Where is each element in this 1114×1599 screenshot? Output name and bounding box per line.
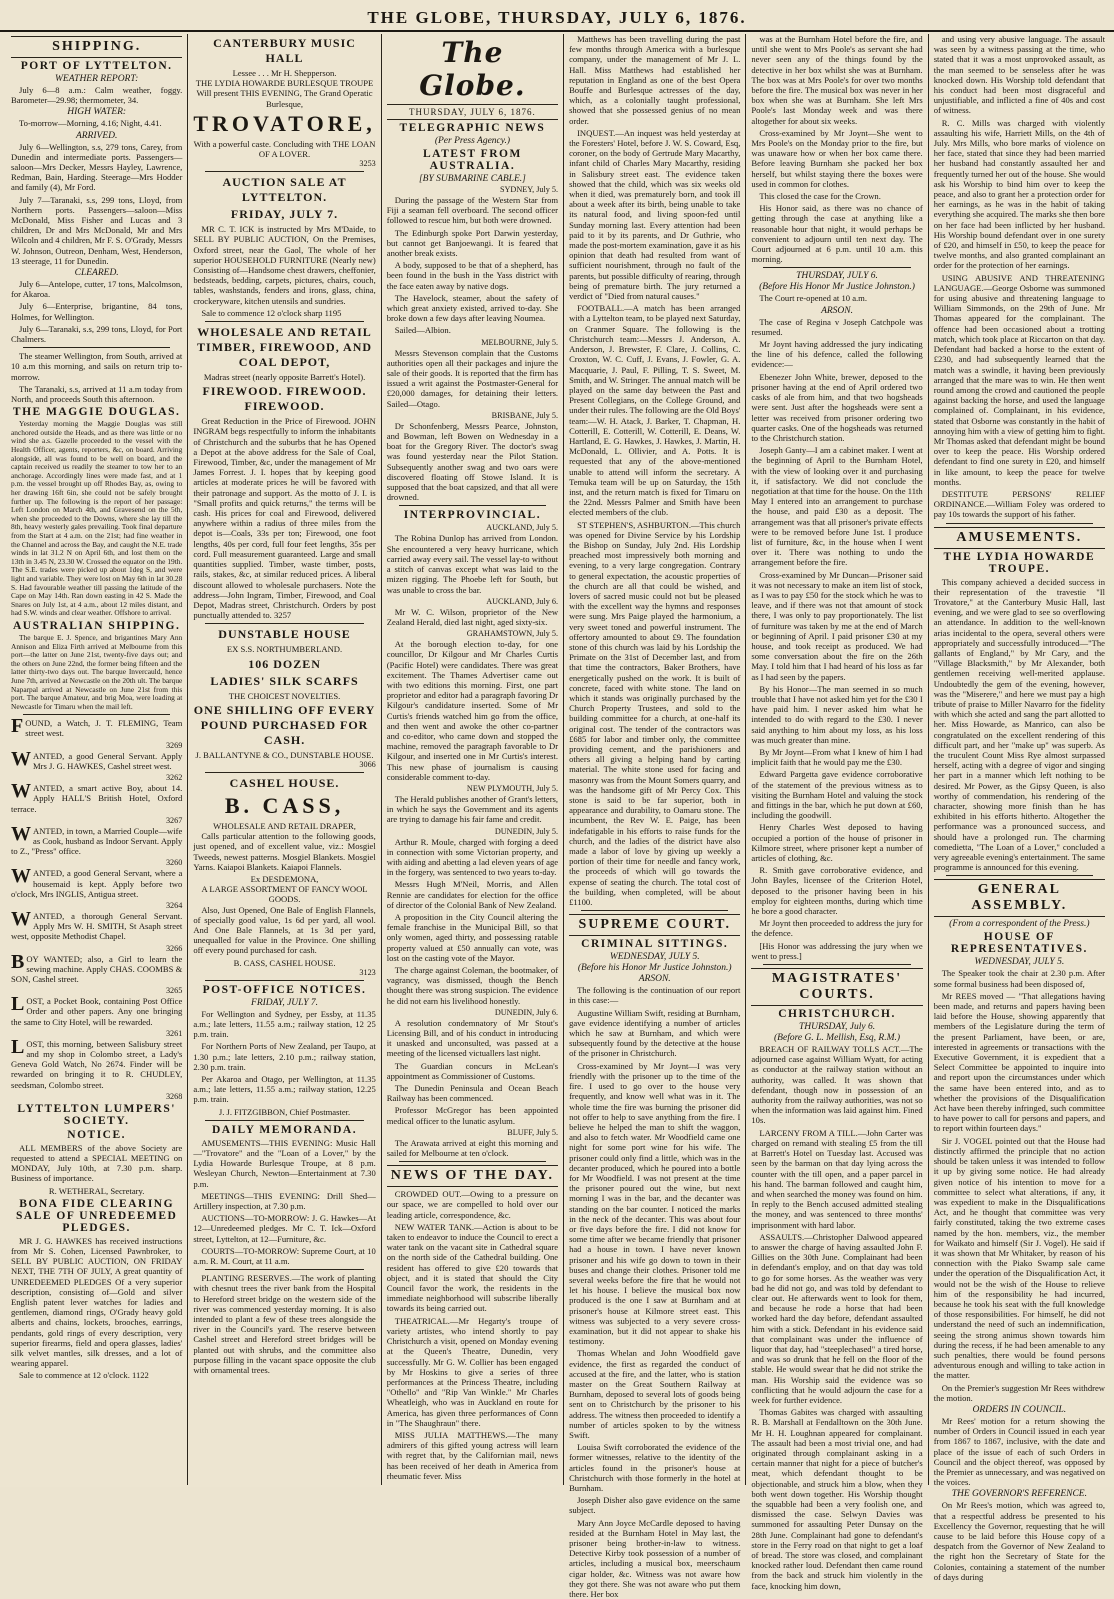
para-text: Sale to commence 12 o'clock sharp 1195 (201, 307, 342, 318)
tiny-text: The barque E. J. Spence, and brigantines Mary Ann Annison and Eliza Firth arrived at Melbourne from this port—the latter on June 21st, twenty-five days out; and the others on June 22nd, the former being fifteen and the latter thirty-two days out. The barque Invercauld, hence June 7th, arrived at Newcastle on the 20th ult. The barque Naparpal arrived at Newcastle on June 21st from this port. The barque Amateur, and brig Moa, were loading at Newcastle for Timaru when the mail left. (11, 632, 183, 711)
adline-text: Madras street (nearly opposite Barrett's Hotel). (203, 372, 366, 383)
para-text: MR J. G. HAWKES has received instructions from Mr S. Cohen, Licensed Pawnbroker, to SELL BY PUBLIC AUCTION, ON FRIDAY NEXT, THE 7TH OF JULY, A great quantity of UNREDEEMED PLEDGES Of a very superior description, consisting of—Gold and silver English patent lever watches for ladies and gentlemen, diamond rings, O'Grady heavy gold alberts and chains, lockets, brooches, earrings, pendants, gold rings of every description, very superior firearms, field and opera glasses, ladies' silk velvet mantles, silk dresses, and a lot of wearing apparel. (11, 1235, 183, 1369)
para-text: COURTS—TO-MORROW: Supreme Court, at 10 a.m. R. M. Court, at 11 a.m. (193, 1245, 376, 1267)
para-text: During the passage of the Western Star from Fiji a seaman fell overboard. The second officer followed to rescue him, but both were drowned. (386, 195, 559, 226)
column-rule (205, 772, 363, 773)
para-text: Mr W. C. Wilson, proprietor of the New Zealand Herald, died last night, aged sixty-six. (386, 606, 559, 627)
adnum-text: AUCKLAND, July 6. (486, 596, 559, 606)
column-rule (205, 321, 363, 322)
column-5 (745, 34, 927, 1591)
adline-text: A LARGE ASSORTMENT OF FANCY WOOL GOODS. (201, 884, 368, 905)
subhead-text: CLEARED. (74, 268, 119, 279)
para-text: Messrs Stevenson complain that the Customs authorities open all their packages and injure the sale of their goods. It is reported that the firm has issued a writ against the Postmaster-General for £20,000 damages, for detaining their letters. Sailed—Otago. (386, 347, 559, 409)
adnum-text: SYDNEY, July 5. (499, 185, 559, 194)
heading-text: CHRISTCHURCH. (778, 1008, 896, 1021)
adline-text: EX S.S. NORTHUMBERLAND. (226, 644, 343, 655)
ad-number: 3262 (165, 773, 183, 783)
ad-text: BOY WANTED; also, a Girl to learn the sewing machine. Apply CHAS. COOMBS & SON, Cashel street. (11, 950, 183, 984)
ad-number: 3266 (165, 943, 183, 953)
column-rule (581, 910, 728, 911)
column-rule (399, 505, 546, 506)
ad-text: WANTED, a good General Servant. Apply Mrs J. G. HAWKES, Cashel street west. (11, 747, 183, 771)
tiny-text: Yesterday morning the Maggie Douglas was still anchored outside the Heads, and as there was little or no wind she a.s. Gazelle proceeded to the vessel with the Health Officer, agents, reporters, &c, on board. Arriving alongside, all was found to be well on board, and the captain received us readily the steamer to tow her to an anchorage. Accordingly lines were made fast, and at 1 p.m. the vessel brought up off Rhodes Bay, as, owing to her drawing 16ft 6in, she could not be safely brought further up. The following is the report of her passage: Left London on March 4th, and Gravesend on the 5th, when she proceeded to the Downs, where she lay till the 8th, heavy westerly gales prevailing. Took final departure from the Start at 4 a.m. on the 21st; had fine weather in the Channel and across the Bay, and caught the N.E. trade winds in lat 31.2 N on April 6th, and lost them on the 13th in 3.45 N, 23.30 W. Crossed the equator on the 19th. The S.E. trades were picked up about 1deg S, and were light and variable. They were lost on May 6th in lat 30.28 S. Had favourable weather till passing the latitude of the Cape on May 14th. Ran down easting in 42 S. Made the Snares on July 1st, at 4 a.m., about 12 miles distant, and had S.W. winds and clear weather. Offshore to arrival. (11, 419, 183, 618)
para-text: Cross-examined by Mr Joynt—She went to Mrs Poole's on the Monday prior to the fire, but was unaware how or when her box came there. Before leaving Burnham she packed her box herself, but whilst staying there the boxes were used in common for clothes. (751, 127, 923, 189)
para-text: AMUSEMENTS—THIS EVENING: Music Hall—"Trovatore" and the "Loan of a Lover," by the Lydia Howarde Burlesque Troupe, at 8 p.m. Wesleyan Church, Newton—Entertainment at 7.30 p.m. (193, 1137, 376, 1189)
ad-number: 3264 (165, 900, 183, 910)
subhead-text: WEATHER REPORT: (55, 74, 139, 84)
para-text: The Edinburgh spoke Port Darwin yesterday, but cannot get Banjoewangi. It is feared that another break exists. (386, 227, 559, 259)
heading-text: TELEGRAPHIC NEWS (399, 122, 546, 134)
para-text: Calls particular attention to the following goods, just opened, and of excellent value, viz.: Mosgiel Tweeds, newest patterns. Mosgiel Blankets. Mosgiel Yarns. Kaiapoi Blankets. Kaiapoi Flannels. (193, 831, 376, 872)
para-text: Henry Charles West deposed to having occupied a portion of the house of prisoner in Kilmore street, where prisoner kept a number of articles of clothing, &c. (751, 822, 923, 864)
para-text: Edward Pargetta gave evidence corroborative of the statement of the previous witness as to visiting the Burnham Hotel and valuing the stock and fittings in the bar, which he put down at £60, including the goodwill. (751, 769, 923, 821)
para-text: Mr Rees' motion for a return showing the number of Orders in Council issued in each year from 1867 to 1867, inclusive, with the date and place of the issue of each of such Orders in Council and the object thereof, was opposed by the Premier as unnecessary, and was negatived on the voices. (933, 1415, 1105, 1488)
para-text: Joseph Disher also gave evidence on the same subject. (569, 1495, 741, 1516)
column-rule (763, 267, 910, 268)
subhead-text: ORDERS IN COUNCIL. (972, 1404, 1067, 1415)
column-rule (205, 1269, 363, 1270)
subhead-text: ARSON. (821, 305, 853, 316)
ad-text: LOST, a Pocket Book, containing Post Office Order and other papers. Any one bringing the same to City Hotel, will be rewarded. (11, 993, 183, 1027)
column-4 (563, 34, 745, 1599)
column-rule (23, 347, 170, 348)
column-1 (6, 34, 187, 1485)
subhead-text: ARSON. (638, 974, 671, 985)
heading-text: LATEST FROM AUSTRALIA. (422, 148, 522, 172)
para-text: The Court re-opened at 10 a.m. (759, 293, 867, 304)
subhead-text: [BY SUBMARINE CABLE.] (418, 174, 526, 184)
para-text: THEATRICAL.—Mr Hegarty's troupe of variety artistes, who intend shortly to pay Christchurch a visit, opened on Monday evening at the Queen's Theatre, Dunedin, very successfully. Mr G. W. Collier has been engaged by Mr Hoskins to give a series of three performances at the Princess Theatre, including "Othello" and "Rip Van Winkle." Mr Charles Wheatleigh, who was in Auckland en route for America, has given three performances of Conn in "The Shaughraun" there. (386, 1315, 559, 1428)
subhead-text: (Before His Honor Mr Justice Johnston.) (759, 282, 915, 293)
column-rule (205, 1120, 363, 1121)
adtitle-huge-text: TROVATORE, (193, 110, 376, 136)
para-text: Louisa Swift corroborated the evidence of the former witnesses, relative to the identity of the articles found in the prisoner's house at Christchurch with those formerly in the hotel at Burnham. (569, 1442, 741, 1494)
adline-text: THE CHOICEST NOVELTIES. (228, 690, 341, 701)
para-text: Matthews has been travelling during the past few months through America with a burlesque company, under the management of Mr J. L. Hall. Miss Matthews had established her reputation in England as one of the best Opera Bouffe and Burlesque actresses of the day, which, as a colonially taught professional, showed that she possessed genius of no mean order. (569, 34, 741, 126)
para-text: The Dunedin Peninsula and Ocean Beach Railway has been commenced. (386, 1083, 559, 1104)
para-text: Dr Schonfenberg, Messrs Pearce, Johnston, and Bowman, left Bowen on Wednesday in a boat for the Gregory River. The doctor's swag was found yesterday near the Pilot Station. Subsequently another swag and two oars were discovered floating off Stowe Island. It is supposed that the boat capsized, and that all were drowned. (386, 420, 559, 503)
para-text: The Taranaki, s.s, arrived at 11 a.m today from North, and proceeds South this afternoon. (11, 383, 183, 405)
para-text: Arthur R. Moule, charged with forging a deed in connection with some Victorian property, and with aiding and abetting a lad eleven years of age in the forgery, was sentenced to two years to-day. (386, 836, 559, 878)
para-text: The following is the continuation of our report in this case:— (569, 985, 741, 1006)
adtitle-text: CASHEL HOUSE. (229, 775, 340, 790)
para-text: BREACH OF RAILWAY TOLLS ACT.—The adjourned case against William Wyatt, for acting as conductor at the railway station without an authority, was called. It was shown that defendant, though now in possession of an authority from the railway authorities, was not so when the information was laid against him. Fined 10s. (751, 1044, 923, 1126)
adtitle-text: DUNSTABLE HOUSE (218, 627, 351, 642)
adnum-text: AUCKLAND, July 5. (486, 523, 559, 533)
adline-text: J. J. FITZGIBBON, Chief Postmaster. (218, 1106, 351, 1117)
adnum-text: DUNEDIN, July 6. (494, 1007, 559, 1017)
para-text: The Robina Dunlop has arrived from London. She encountered a very heavy hurricane, which carried away every sail. The vessel lay-to without a stitch of canvas except what was laid to the mizen rigging. The Phoebe left for South, but was unable to cross the bar. (386, 533, 559, 595)
para-text: The case of Regina v Joseph Catchpole was resumed. (751, 316, 923, 337)
masthead (0, 0, 1114, 32)
para-text: Mr REES moved — "That allegations having been made, and returns and papers having been laid before the House, showing apparently that members of the Legislature during the term of the present Parliament, have been, or are, interested in agreements or transactions with the Executive Government, it is expedient that a Select Committee be appointed to inquire into and report upon the circumstances under which the same have been entered into, and as to whether the provisions of the Disqualification Act have been thereby infringed, such committee to have power to call for persons and papers, and to report within fourteen days." (933, 990, 1105, 1134)
subhead-text: THE GOVERNOR'S REFERENCE. (951, 1489, 1087, 1500)
para-text: July 6—Wellington, s.s, 279 tons, Carey, from Dunedin and intermediate ports. Passengers—saloon—Mrs Decker, Messrs Hayley, Lawrence, Redman, Bain, Harding. Steerage—Mrs Hodder and family (4), Mr Ford. (11, 141, 183, 193)
ad-number: 3268 (165, 1091, 183, 1101)
ad-number: 3269 (165, 740, 183, 750)
para-text: Augustine William Swift, residing at Burnham, gave evidence identifying a number of articles which he saw at Burnham, and which were subsequently found by the detective at the house of the prisoner in Christchurch. (569, 1007, 741, 1059)
adtitle-text: FRIDAY, JULY 7. (230, 207, 339, 222)
adtitle-text: 106 DOZEN (248, 656, 321, 671)
para-text: July 6—Taranaki, s.s, 299 tons, Lloyd, for Port Chalmers. (11, 323, 183, 345)
para-text: AUCTIONS—TO-MORROW: J. G. Hawkes—At 12—Unredeemed pledges. Mr C. T. Ick—Oxford street, Lyttelton, at 12—Furniture, &c. (193, 1213, 376, 1244)
column-rule (399, 1161, 546, 1162)
para-text: July 6—Antelope, cutter, 17 tons, Malcolmson, for Akaroa. (11, 279, 183, 300)
heading-text: NOTICE. (67, 1128, 127, 1141)
column-rule (23, 714, 170, 715)
adline-text: Lessee . . . Mr H. Shepperson. (232, 68, 337, 78)
para-text: Thomas Whelan and John Woodfield gave evidence, the first as regarded the conduct of accused at the fire, and the latter, who is station master on the Great Southern Railway at Burnham, deposed to several lots of goods being sent on to Christchurch by the prisoner to his address. The witness then proceeded to identify a number of articles spoken to by the witness Swift. (569, 1348, 741, 1440)
para-text: Sailed—Albion. (394, 325, 451, 336)
para-text: At the borough election to-day, for one councillor, Dr Kilgour and Mr Charles Curtis (Pacific Hotel) were candidates. There was great excitement. The Thames Advertiser came out with two editions this morning. First, one part proprietor and editor had a paragraph favoring Dr Kilgour's candidature inserted. Some of Mr Curtis's friends watched him go from the office, and then went and awoke the other co-partner and co-editor, who came down and stopped the machine, removed the paragraph favorable to Dr Kilgour, and inserted one in Mr Curtis's interest. This new phase of journalism is causing considerable comment to-day. (386, 639, 559, 782)
subhead-text: (Before G. L. Mellish, Esq, R.M.) (774, 1033, 901, 1044)
para-text: The steamer Wellington, from South, arrived at 10 a.m this morning, and sails on return trip to-morrow. (11, 351, 183, 382)
para-text: This closed the case for the Crown. (759, 191, 881, 202)
ad-text: WANTED, a thorough General Servant. Apply Mrs W. H. SMITH, St Asaph street west, opposite Methodist Chapel. (11, 907, 183, 942)
ad-number: 3267 (165, 815, 183, 825)
para-text: Ebenezer John White, brewer, deposed to the prisoner having at the end of April ordered two casks of ale from him, and that two hogsheads were sent. Just after the hogsheads were sent a letter was received from prisoner ordering two quarter casks. One of the hogsheads was returned to the Christchurch station. (751, 371, 923, 443)
para-text: Also, Just Opened, One Bale of English Flannels, of specially good value, 1s 6d per yard, all wool. And One Bale Flannels, at 1s 3d per yard, unequalled for value in the Province. One shilling off every pound purchased for cash. (193, 904, 376, 956)
heading-text: THE MAGGIE DOUGLAS. (12, 406, 181, 419)
adline-text: With a powerful caste. Concluding with THE LOAN OF A LOVER. (193, 138, 376, 160)
para-text: ASSAULTS.—Christopher Dalwood appeared to answer the charge of having assaulted John F. Gillies on the 30th June. Complainant had been in defendant's employ, and on that day was told to go for some horses. As the weather was very bad he did not go, and was told by defendant to clear out. He afterwards went to look for them, and because he rode a horse that had been worked hard the day before, defendant assaulted him with a stick. Defendant in his evidence said that complainant was under the influence of liquor that day, had "steeplechased" a tired horse, and was so drunk that he fell on the floor of the stable. He would swear that he did not strike the man. His Worship said the evidence was so conflicting that he would adjourn the case for a week for further evidence. (751, 1231, 923, 1405)
adnum-text: MELBOURNE, July 5. (481, 337, 559, 347)
adline-text: WHOLESALE AND RETAIL DRAPER, (213, 820, 356, 831)
subhead-text: (Before his Honor Mr Justice Johnston.) (577, 963, 732, 974)
para-text: July 6—Enterprise, brigantine, 84 tons, Holmes, for Wellington. (11, 301, 183, 322)
para-text: His Honor said, as there was no chance of getting through the case at anything like a reasonable hour that night, it would perhaps be convenient to adjourn until ten next day. The Court adjourned at 6 p.m. until 10 a.m. this morning. (751, 203, 923, 265)
heading-big-text: SUPREME COURT. (569, 914, 740, 936)
adtitle-huge-text: B. CASS, (224, 792, 345, 818)
subhead-text: THURSDAY, JULY 6. (796, 271, 878, 282)
adline-text: Ex DESDEMONA, (250, 873, 319, 884)
para-text: Joseph Ganty—I am a cabinet maker. I went at the beginning of April to the Burnham Hotel, with the view of looking over it and purchasing it, if satisfactory. We did not conclude the negotiation at that time for the house. On the 11th May I entered into an arrangement to purchase the house, and paid £30 as a deposit. The arrangement was that all prisoner's private effects were to be removed before June 1st. I produce list of furniture, &c, in the house when I went over it. There was nothing to undo the arrangement before the fire. (751, 445, 923, 568)
heading-text: THE LYDIA HOWARDE TROUPE. (943, 550, 1096, 575)
para-text: Great Reduction in the Price of Firewood. JOHN INGRAM begs respectfully to inform the inhabitants of Christchurch and the suburbs that he has Opened a Depot at the above address for the Sale of Coal, Firewood, Timber, &c, under the management of Mr James Forrest. J. I. hopes that by keeping good articles at moderate prices he will be favored with their patronage and support. As the motto of J. I. is "Small profits and quick returns," the terms will be cash. His prices for coal and Firewood, delivered anywhere within a radius of three miles from the depot is—Coals, 33s per ton; Firewood, one foot lengths, 40s per cord, full four feet lengths, 35s per cord. Full measurement guaranteed. Large and small quantities supplied. Timber, waste timber, posts, rails, stakes, &c, at similar reduced prices. A liberal discount allowed to wholesale purchasers. Note the address—John Ingram, Timber, Firewood, and Coal Depot, Madras street, Christchurch. Orders by post punctually attended to. 3257 (193, 416, 376, 621)
para-text: July 6—8 a.m.: Calm weather, foggy. Barometer—29.98; thermometer, 34. (11, 85, 183, 106)
para-text: To-morrow—Morning, 4.16; Night, 4.41. (19, 118, 162, 129)
para-text: MEETINGS—THIS EVENING: Drill Shed—Artillery inspection, at 7.30 p.m. (193, 1190, 376, 1212)
para-text: The Herald publishes another of Grant's letters, in which he says the Government and its agents are trying to damage his fair fame and credit. (386, 793, 559, 825)
heading-text: HOUSE OF REPRESENTATIVES. (950, 931, 1088, 956)
heading-text: CRIMINAL SITTINGS. (581, 938, 729, 951)
adtitle-text: CANTERBURY MUSIC HALL (213, 36, 356, 65)
para-text: By his Honor—The man seemed in so much trouble that I have not asked him yet for the £30 I have paid him. I never asked him what he intended to do with regard to the £30. I never said anything to him about my loss, as his loss was much greater than mine. (751, 683, 923, 745)
heading-text: INTERPROVINCIAL. (403, 509, 542, 522)
para-text: By Mr Joynt—From what I knew of him I had implicit faith that he would pay me the £30. (751, 747, 923, 768)
adnum-text: GRAHAMSTOWN, July 5. (466, 629, 559, 639)
subhead-text: WEDNESDAY, JULY 5. (974, 957, 1065, 968)
para-text: A resolution condemnatory of Mr Stout's Licensing Bill, and of his conduct in introducing it unasked and unconsulted, was passed at a meeting of the licensed victuallers last night. (386, 1017, 559, 1059)
adline-text: THE LYDIA HOWARDE BURLESQUE TROUPE (195, 78, 374, 89)
para-text: Mr Joynt then proceeded to address the jury for the defence. (751, 918, 923, 939)
para-text: Thomas Gabites was charged with assaulting R. B. Marshall at Fendalltown on the 30th June. Mr H. H. Loughnan appeared for complainant. The assault had been a most trivial one, and had originated through complainant asking in a certain manner that night for a piece of butcher's meat, which defendant thought to be objectionable, and struck him a blow, when they both went down together. His Worship thought the squabble had been a very foolish one, and dismissed the case. Selwyn Davies was summoned for assaulting Peter Dunsay on the 28th June. Complainant had gone to defendant's store in the Ferry road on that night to get a loaf of bread. The store was closed, and complainant knocked rather loud. Defendant then came round from the back and struck him violently in the face, knocking him down, (751, 1407, 923, 1591)
subhead-text: (Per Press Agency.) (434, 136, 510, 146)
heading-text: POST-OFFICE NOTICES. (202, 983, 367, 996)
heading-text: DAILY MEMORANDA. (211, 1123, 358, 1136)
heading-big-text: MAGISTRATES' COURTS. (751, 968, 922, 1006)
para-text: CROWDED OUT.—Owing to a pressure on our space, we are compelled to hold over our leading article, correspondence, &c. (386, 1189, 559, 1220)
para-text: Mr Joynt having addressed the jury indicating the line of his defence, called the following evidence:— (751, 339, 923, 370)
ad-number: 3253 (359, 159, 376, 169)
para-text: PLANTING RESERVES.—The work of planting with chesnut trees the river bank from the Hospital to Hereford street bridge on the western side of the river was commenced yesterday morning. It is also intended to plant a few of these trees alongside the river in the Council's yard. The reserve between Cashel street and Hereford street bridges will be planted out with shrubs, and the committee also purpose filling in the vacant space opposite the club with ornamental trees. (193, 1273, 376, 1376)
para-text: Per Akaroa and Otago, per Wellington, at 11.35 a.m.; late letters, 11.55 a.m.; railway station, 12.25 p.m. train. (193, 1073, 376, 1105)
ad-number: 3123 (359, 967, 376, 977)
columns-container (6, 34, 1110, 1599)
para-text: Mary Ann Joyce McCardle deposed to having resided at the Burnham Hotel in May last, the prisoner being brother-in-law to witness. Detective Kirby took possession of a number of articles, including a musical box, meerschaum cigar holder, &c. Witness was not aware how they got there. She was not aware who put them there. Her box (569, 1517, 741, 1599)
para-text: MR C. T. ICK is instructed by Mrs M'Daide, to SELL BY PUBLIC AUCTION, On the Premises, Oxford street, near the Gaol, The whole of her superior HOUSEHOLD FURNITURE (Nearly new) Consisting of—Handsome chest drawers, cheffonier, bedsteads, bedding, carpets, pictures, chairs, couch, tables, washstands, fenders and irons, glass, china, crockeryware, kitchen utensils and sundries. (193, 224, 376, 306)
para-text: DESTITUTE PERSONS' RELIEF ORDINANCE.—William Foley was ordered to pay 10s towards the support of his father. (933, 488, 1105, 520)
adnum-text: BLUFF, July 5. (507, 1127, 559, 1137)
para-text: FOOTBALL.—A match has been arranged with a Lyttelton team, to be played next Saturday, on Cranmer Square. The following is the Christchurch team:—Messrs J. Anderson, A. Anderson, J. Brewster, F. Clare, J. Collins, C. Croxton, W. C. Cuff, J. Evans, J. Fowler, G. A. Macquarie, J. Paul, F. Pilling, T. S. Sweet, M. Smith, and W. Stringer. The annual match will be played on the same day between the Past and Present Collegians, on the College Ground, and under their rules. The following are the Old Boys' team:—W. H. Atack, J. Barker, T. Chapman, H. Cotterill, E. Cotterill, W. Cotterill, E. Deans, W. Hartland, E. G. Hawkes, J. Hawkes, J. Martin, H. McDonald, L. Ollivier, and A. Potts. It is requested that any of the above-mentioned unable to attend will inform the secretary. A Temuka team will be up on Saturday, the 15th inst, and the return match is fixed for Timaru on the 22nd. Messrs Palmer and Smith have been elected members of the club. (569, 303, 741, 518)
para-text: July 7—Taranaki, s.s, 299 tons, Lloyd, from Northern ports. Passengers—saloon—Miss McDonald, Miss Fisher and Lucas and 3 children, Dr and Mrs McDonald, Mr and Mrs Wilcoln and 4 children, Mr F. S. O'Grady, Messrs W. Johnson, Outreon, Denham, West, Henderson, 13 steerage, 11 for Dunedin. (11, 194, 183, 266)
para-text: ST STEPHEN'S, ASHBURTON.—This church was opened for Divine Service by his Lordship the Bishop on Sunday, July 2nd. His Lordship preached most impressively both morning and evening, to a very large congregation. Contrary to general expectation, the acoustic properties of the church are all that could be wished, and lovers of sacred music could not but be pleased with the excellent way the hymns and responses were sung. Mrs Paige played the harmonium, a very sweet toned and powerful instrument. The offertory amounted to about £9. The foundation stone of this church was laid by his Lordship the Primate on the 31st of December last, and from that time the contractors, Baker Brothers, have energetically pushed on the work. It is built of concrete, faced with white stone. The land on which it stands was originally purchased by the Church Property Trustees, and sold to the building committee for a church, at one-half its original cost. The tender of the contractors was £685 for labor and timber only, the committee providing cement, and the parishioners and others all giving a helping hand by carting material. The white stone used for facing and masonry was from the Mount Somers quarry, and was the handsome gift of Mr Percy Cox. This stone is said to be far superior, both in appearance and durability, to Oamaru stone. The incumbent, the Rev W. E. Paige, has been indefatigable in his efforts to raise funds for the church, and the ladies of the district have also made a labor of love by giving up weekly a portion of their time for needle and fancy work, the proceeds of which will go towards the expense of seating the church. The total cost of the building, when completed, will be about £1100. (569, 519, 741, 908)
para-text: For Northern Ports of New Zealand, per Taupo, at 1.30 p.m.; late letters, 2.10 p.m.; railway station, 2.30 p.m. train. (193, 1041, 376, 1072)
heading-text: LYTTELTON LUMPERS' SOCIETY. (17, 1102, 176, 1127)
adtitle-text: WHOLESALE AND RETAIL TIMBER, FIREWOOD, AND COAL DEPOT, (197, 325, 373, 370)
adtitle-text: LADIES' SILK SCARFS (210, 673, 359, 688)
subhead-text: (From a correspondent of the Press.) (949, 919, 1090, 930)
para-text: [His Honor was addressing the jury when we went to press.] (751, 940, 923, 961)
ad-text: WANTED, a smart active Boy, about 14. Apply HALL'S British Hotel, Oxford terrace. (11, 780, 183, 814)
para-text: R. C. Mills was charged with violently assaulting his wife, Harriett Mills, on the 4th of July. Mrs Mills, who bore marks of violence on her face, stated that since they had been married her husband had constantly assaulted her and frequently turned her out of the house. She would ask his Worship to bind him over to keep the peace, and also to grant her a protection order for her earnings, as he was in the habit of taking everything she acquired. The marks she then bore on her face had been inflicted by her husband. His Worship bound defendant over in one surety of £20, and himself in £50, to keep the peace for twelve months, and also granted complainant an order for the protection of her earnings. (933, 117, 1105, 271)
para-text: USING ABUSIVE AND THREATENING LANGUAGE.—George Osborne was summoned for using abusive and threatening language to William Simmonds, on the 29th of June. Mr Thomas appeared for the complainant. The offence had been occasioned about a trotting match, which took place at Riccarton on that day. Defendant had backed a horse to the extent of £230, and had subsequently learned that the match was a swindle, it having been previously arranged that the mare was to win. He then went round among the crowd and cautioned the people against backing the horse, and used the language complained of. Complainant, in his evidence, stated that Osborne was constantly in the habit of annoying him with a view of getting him to fight. Mr Thomas asked that defendant might be bound over to keep the peace. His Worship ordered defendant to find one surety in £20, and himself in like amount, to keep the peace for twelve months. (933, 272, 1105, 487)
column-rule (205, 171, 363, 172)
column-rule (946, 523, 1093, 524)
adline-text: J. BALLANTYNE & CO., DUNSTABLE HOUSE. (195, 749, 374, 760)
para-text: was at the Burnham Hotel before the fire, and until she went to Mrs Poole's as servant she had never seen any of the things found by the detective in her box whilst she was at Burnham. The box was at Mrs Poole's for over two months before the fire. The musical box was never in her box when she was at Burnham. She left Mrs Poole's last Monday week and was there altogether for about six weeks. (751, 34, 923, 126)
para-text: The Havelock, steamer, about the safety of which great anxiety existed, arrived to-day. She broke down a few days after leaving Noumea. (386, 292, 559, 324)
masthead-title: THE GLOBE, THURSDAY, JULY 6, 1876. (367, 8, 747, 27)
adtitle-text: FIREWOOD. FIREWOOD. FIREWOOD. (202, 384, 367, 414)
para-text: The Speaker took the chair at 2.30 p.m. After some formal business had been disposed of, (933, 968, 1105, 989)
subhead-text: ARRIVED. (75, 130, 118, 141)
para-text: and using very abusive language. The assault was seen by a witness passing at the time, who stated that it was a most unprovoked assault, as the man seemed to be senseless after he was knocked down. His Worship told defendant that his conduct had been most disgraceful and unjustifiable, and inflicted a fine of 40s and cost of witness. (933, 34, 1105, 116)
subhead-text: THURSDAY, July 6. (798, 1022, 876, 1033)
ad-number: 3260 (165, 858, 183, 868)
heading-text: PORT OF LYTTELTON. (20, 60, 173, 72)
para-text: ALL MEMBERS of the above Society are requested to attend a SPECIAL MEETING on MONDAY, July 10th, at 7.30 p.m. sharp. Business of importance. (11, 1142, 183, 1184)
para-text: The Guardian concurs in McLean's appointment as Commissioner of Customs. (386, 1060, 559, 1081)
column-2 (187, 34, 380, 1485)
dateline-text: THURSDAY, JULY 6, 1876. (387, 104, 558, 120)
column-rule (946, 875, 1093, 876)
heading-big-text: NEWS OF THE DAY. (387, 1165, 558, 1187)
para-text: The charge against Coleman, the bootmaker, of vagrancy, was dismissed, though the Bench thought there was strong suspicion. The evidence he did not earn his livelihood honestly. (386, 965, 559, 1006)
para-text: Sir J. VOGEL pointed out that the House had distinctly affirmed the principle that no action should be taken unless it was intended to follow it up by giving some notice. He had already given notice of his intention to move for a committee to select what alterations, if any, it was expedient to make in the Disqualifications Act, and he thought that committee was very fairly constituted, taking the two extreme cases named by the hon. members, viz., the member for Waikato and himself (Sir J. Vogel). He said if it was shown that Mr Whitaker, by reason of his connection with the Piako Swamp sale came under the operation of the Disqualification Act, it would not be the wish of the House to relieve him of the responsibility he had incurred, because he took his seat with the full knowledge of those responsibilities. For himself, he did not understand the need of such an indemnification, seeing the strong animus shown towards him during the recess, if he had been amenable to any such penalties, there would be found persons adventurous enough and willing to take action in the matter. (933, 1135, 1105, 1381)
adtitle-text: AUCTION SALE AT LYTTELTON. (222, 175, 347, 205)
adline-text: R. WETHERAL, Secretary. (48, 1185, 145, 1196)
adline-text: Will present THIS EVENING, The Grand Operatic Burlesque, (196, 88, 373, 109)
ad-number: 3265 (165, 986, 183, 996)
para-text: On Mr Rees's motion, which was agreed to, that a respectful address be presented to his Excellency the Governor, requesting that he will cause to be laid before this House copy of a despatch from the Governor of New Zealand to the right hon the Secretary of State for the Colonies, containing a statement of the number of days during (933, 1500, 1105, 1582)
adnum-text: BRISBANE, July 5. (491, 410, 559, 420)
para-text: This company achieved a decided success in their representation of the travestie "Il Trovatore," at the Canterbury Music Hall, last evening, and we were glad to see so overflowing an attendance. In addition to the well-known arias incidental to the opera, several others were appropriately and successfully introduced—"The gallants of England," by Mr Cary, and the "Village Blacksmith," by Mr Alexander, both gentlemen receiving well-merited applause. Undoubtedly the gem of the evening, however, was the "Miserere," and here we must pay a high tribute of praise to Miller Navarro for the fidelity with which she acted and sang the part allotted to her. Miss Howarde, as Manrico, can also be congratulated on the excellent rendering of this difficult part, and her "make up" was superb. As the truculent Count Miss Rye almost surpassed herself, acting with a degree of vigor and singing her part in a manner which left nothing to be desired. Mr Power, as the Gipsy Queen, is also worthy of commendation, his rendering of the character, showing more finish than he has exhibited in his efforts hitherto. Altogether the performance was a pronounced success, and should have a prolonged run. The charming comedietta, "The Loan of a Lover," concluded a very agreeable evening's entertainment. The same programme is announced for this evening. (933, 576, 1105, 873)
adnum-text: DUNEDIN, July 5. (494, 826, 559, 836)
ad-number: 3261 (165, 1028, 183, 1038)
para-text: The Arawata arrived at eight this morning and sailed for Melbourne at ten o'clock. (386, 1137, 559, 1159)
ad-text: LOST, this morning, between Salisbury street and my shop in Colombo street, a Lady's Geneva Gold Watch, No 2674. Finder will be rewarded on bringing it to R. CHUDLEY, seedsman, Colombo street. (11, 1035, 183, 1090)
blackletter-text: The Globe. (419, 36, 526, 102)
heading-big-text: AMUSEMENTS. (934, 527, 1105, 549)
heading-text: BONA FIDE CLEARING SALE OF UNREDEEMED PLEDGES. (15, 1197, 178, 1234)
para-text: MISS JULIA MATTHEWS.—The many admirers of this gifted young actress will learn with regret that, by the Californian mail, news has been received of her death in America from rheumatic fever. Miss (386, 1429, 559, 1481)
ad-text: WANTED, in town, a Married Couple—wife as Cook, husband as Indoor Servant. Apply to Z., "Press" office. (11, 822, 183, 857)
column-rule (763, 964, 910, 965)
adnum-text: NEW PLYMOUTH, July 5. (466, 783, 559, 793)
para-text: INQUEST.—An inquest was held yesterday at the Foresters' Hotel, before J. W. S. Coward, Esq, coroner, on the body of Gertrude Mary Macarthy, infant child of Charles Mary Macarthy, residing in Salisbury street east. The evidence taken showed that the child, which was six weeks old when it died, was prematurely born, and took ill about a week after its birth, being unable to take its natural food, and living spoon-fed until Sunday morning last. Every attention had been paid to it by its parents, and Dr Guthrie, who made the post-mortem examination, gave it as his opinion that death had resulted from want of sufficient nourishment, through no fault of the parents, but possible difficulty of rearing, through being of premature birth. The jury returned a verdict of "Died from natural causes." (569, 127, 741, 302)
para-text: LARCENY FROM A TILL.—John Carter was charged on remand with stealing £5 from the till at Barrett's Hotel on Tuesday last. Accused was seen by the barman on that day lying across the counter with the till open, and a paper parcel in his hand. The barman followed and caught him, and when searched the money was found on him. In reply to the Bench accused admitted stealing the money, and was sentenced to three months' imprisonment with hard labor. (751, 1127, 923, 1230)
para-text: R. Smith gave corroborative evidence, and John Bayles, licensee of the Criterion Hotel, deposed to the prisoner having been in his employ for eighteen months, during which time he bore a good character. (751, 865, 923, 917)
column-rule (205, 623, 363, 624)
para-text: On the Premier's suggestion Mr Rees withdrew the motion. (933, 1382, 1105, 1403)
adline-text: B. CASS, CASHEL HOUSE. (233, 957, 336, 968)
column-rule (205, 980, 363, 981)
para-text: Messrs Hugh M'Neil, Morris, and Allen Rennie are candidates for election for the office of director of the Colonial Bank of New Zealand. (386, 879, 559, 910)
para-text: A proposition in the City Council altering the female franchise in the Municipal Bill, so that only women, aged thirty, and possessing ratable property valued at £50 annually can vote, was lost on the casting vote of the Mayor. (386, 911, 559, 963)
para-text: For Wellington and Sydney, per Essby, at 11.35 a.m.; late letters, 11.55 a.m.; railway station, 12 25 p.m. train. (193, 1008, 376, 1040)
para-text: Cross-examined by Mr Joynt—I was very friendly with the prisoner up to the time of the fire. I used to go over to the house very frequently, and know well what was in it. The whole time the fire was burning the prisoner did not offer to help to save anything from the fire. I believe he helped the man to shift the waggon, and also to fetch water. Mr Woodfield came one night for some port wine for his wife. The prisoner could only find a little, which was in the decanter produced, which he poured into a bottle for Mr Woodfield. I was not present at the time the prisoner poured out the wine, but next morning I was in the bar, and the decanter was standing on the bar counter. I noticed the marks in the neck of the decanter. This was about four or five days before the fire. I did not know for some time after we became friendly that prisoner had a house in town. I have never known prisoner and his wife go down to town in their buses and change their clothes. Prisoner told me several weeks before the fire that he would not let his house. I believe the musical box now produced is the one I saw at Burnham and at prisoner's house at Kilmore street east. This witness was subjected to a very severe cross-examination, but it did not appear to shake his testimony. (569, 1060, 741, 1347)
heading-big-text: GENERAL ASSEMBLY. (934, 879, 1105, 917)
adtitle-text: ONE SHILLING OFF EVERY POUND PURCHASED FOR CASH. (193, 702, 376, 747)
heading-text: AUSTRALIAN SHIPPING. (12, 619, 181, 632)
column-6 (928, 34, 1110, 1582)
para-text: Professor McGregor has been appointed medical officer to the lunatic asylum. (386, 1105, 559, 1126)
subhead-text: WEDNESDAY, JULY 5. (609, 952, 700, 963)
ad-text: FOUND, a Watch, J. T. FLEMING, Team street west. (11, 715, 183, 739)
subhead-text: FRIDAY, JULY 7. (251, 997, 319, 1008)
subhead-text: HIGH WATER: (67, 107, 127, 118)
para-text: Sale to commence at 12 o'clock. 1122 (19, 1370, 149, 1381)
para-text: Cross-examined by Mr Duncan—Prisoner said it was not necessary to make an item list of stock, as I was to pay £50 for the stock which he was to leave, and if there was not that amount of stock there, I was only to pay proportionately. The list of furniture was taken by me at the end of March or beginning of April. I paid prisoner £30 at my house, and took receipt as produced. We had some conversation about the fire on the 26th May. I told him that I had heard of his loss as far as I had seen by the papers. (751, 569, 923, 682)
para-text: NEW WATER TANK.—Action is about to be taken to endeavor to induce the Council to erect a water tank on the vacant site in Cathedral square on the north side of the Cathedral building. One resident has offered to give £20 towards that object, and it is stated that should the City Council favor the work, the residents in the immediate neighborhood will subscribe liberally towards its being carried out. (386, 1221, 559, 1314)
ad-text: WANTED, a good General Servant, where a housemaid is kept. Apply before two o'clock, Mrs INGLIS, Antigua street. (11, 865, 183, 899)
column-3 (381, 34, 563, 1485)
ad-number: 3066 (359, 759, 376, 769)
para-text: A body, supposed to be that of a shepherd, has been found in the bush in the Yass district with the face eaten away by native dogs. (386, 260, 559, 291)
heading-big-text: SHIPPING. (11, 36, 182, 58)
